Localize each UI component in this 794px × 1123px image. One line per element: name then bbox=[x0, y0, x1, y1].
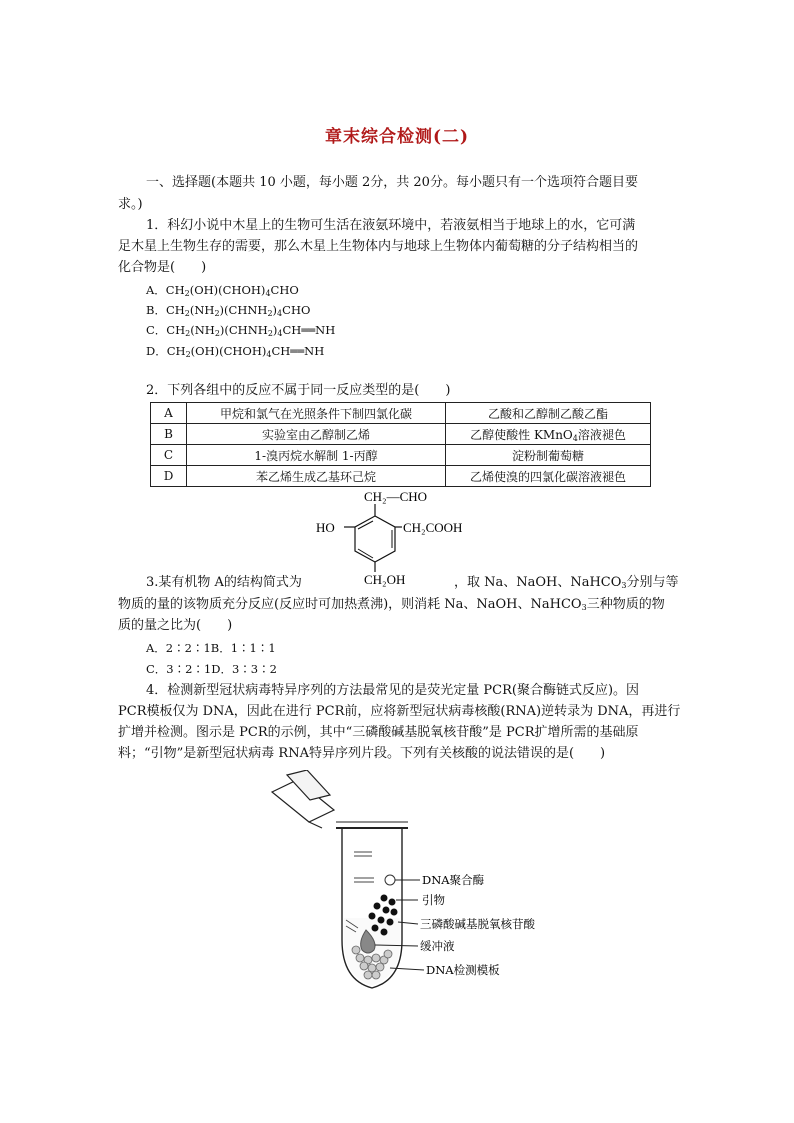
section-heading: 一、选择题(本题共 10 小题，每小题 2分，共 20分。每小题只有一个选项符合题目要 bbox=[146, 175, 638, 190]
q1-stem-3: 化合物是( ) bbox=[118, 260, 207, 275]
table-row bbox=[151, 424, 651, 445]
q3-stem-2: 物质的量的该物质充分反应(反应时可加热煮沸)，则消耗 Na、NaOH、NaHCO$_3$三种物质的物 bbox=[118, 597, 665, 612]
q4-stem-4: 料；“引物”是新型冠状病毒 RNA特异序列片段。下列有关核酸的说法错误的是( ) bbox=[118, 746, 606, 761]
q1-option-c: C．$CH_2(NH_2)(CHNH_2)_4CH══NH$ bbox=[146, 323, 336, 338]
section-heading-cont: 求。) bbox=[118, 197, 143, 212]
q4-stem-2: PCR模板仅为 DNA，因此在进行 PCR前，应将新型冠状病毒核酸(RNA)逆转录为 DNA，再进行 bbox=[118, 704, 681, 719]
q2-stem: 2．下列各组中的反应不属于同一反应类型的是( ) bbox=[146, 383, 451, 398]
row-key: A bbox=[151, 403, 187, 424]
tube-cap bbox=[272, 770, 334, 828]
q2-table bbox=[150, 402, 651, 487]
row-key: B bbox=[151, 424, 187, 445]
row-key: D bbox=[151, 466, 187, 487]
label-dntp: 三磷酸碱基脱氧核苷酸 bbox=[420, 917, 535, 931]
cell-b: 乙酸和乙醇制乙酸乙酯 bbox=[446, 403, 651, 424]
cell-b: 乙醇使酸性 KMnO$_4$溶液褪色 bbox=[446, 424, 651, 445]
q3-option-ab: A．2∶2∶1B．1∶1∶1 bbox=[146, 641, 276, 655]
label-buffer: 缓冲液 bbox=[420, 939, 455, 953]
q3-stem-3: 质的量之比为( ) bbox=[118, 618, 233, 633]
struct-bottom: CH₂OH bbox=[364, 572, 406, 587]
q1-stem-2: 足木星上生物生存的需要，那么木星上生物体内与地球上生物体内葡萄糖的分子结构相当的 bbox=[118, 239, 639, 254]
cell-a: 甲烷和氯气在光照条件下制四氯化碳 bbox=[187, 403, 446, 424]
table-row bbox=[151, 445, 651, 466]
cell-a: 苯乙烯生成乙基环己烷 bbox=[187, 466, 446, 487]
q1-stem-1: 1．科幻小说中木星上的生物可生活在液氨环境中，若液氨相当于地球上的水，它可满 bbox=[146, 218, 636, 233]
row-key: C bbox=[151, 445, 187, 466]
page-title: 章末综合检测(二) bbox=[324, 127, 470, 147]
label-dna-polymerase: DNA聚合酶 bbox=[422, 873, 485, 887]
q3-stem-1: 3.某有机物 A的结构简式为 ，取 Na、NaOH、NaHCO$_3$分别与等 bbox=[146, 575, 679, 590]
q1-option-b: B．$CH_2(NH_2)(CHNH_2)_4CHO$ bbox=[146, 303, 311, 318]
q1-option-a: A．$CH_2(OH)(CHOH)_4CHO$ bbox=[146, 283, 299, 298]
q4-stem-3: 扩增并检测。图示是 PCR的示例，其中“三磷酸碱基脱氧核苷酸”是 PCR扩增所需的基础原 bbox=[118, 725, 639, 740]
struct-right: CH₂COOH bbox=[403, 520, 463, 535]
table-row bbox=[151, 466, 651, 487]
pcr-tube-figure bbox=[262, 770, 562, 1004]
q3-option-cd: C．3∶2∶1D．3∶3∶2 bbox=[146, 662, 277, 676]
struct-left: HO bbox=[316, 520, 335, 535]
q1-option-d: D．$CH_2(OH)(CHOH)_4CH══NH$ bbox=[146, 344, 325, 359]
struct-top: CH₂—CHO bbox=[364, 489, 428, 504]
cell-b: 淀粉制葡萄糖 bbox=[446, 445, 651, 466]
cell-a: 实验室由乙醇制乙烯 bbox=[187, 424, 446, 445]
label-primer: 引物 bbox=[422, 893, 445, 907]
table-row bbox=[151, 403, 651, 424]
label-dna-template: DNA检测模板 bbox=[426, 963, 500, 977]
q4-stem-1: 4．检测新型冠状病毒特异序列的方法最常见的是荧光定量 PCR(聚合酶链式反应)。因 bbox=[146, 683, 640, 698]
cell-b: 乙烯使溴的四氯化碳溶液褪色 bbox=[446, 466, 651, 487]
cell-a: 1-溴丙烷水解制 1-丙醇 bbox=[187, 445, 446, 466]
